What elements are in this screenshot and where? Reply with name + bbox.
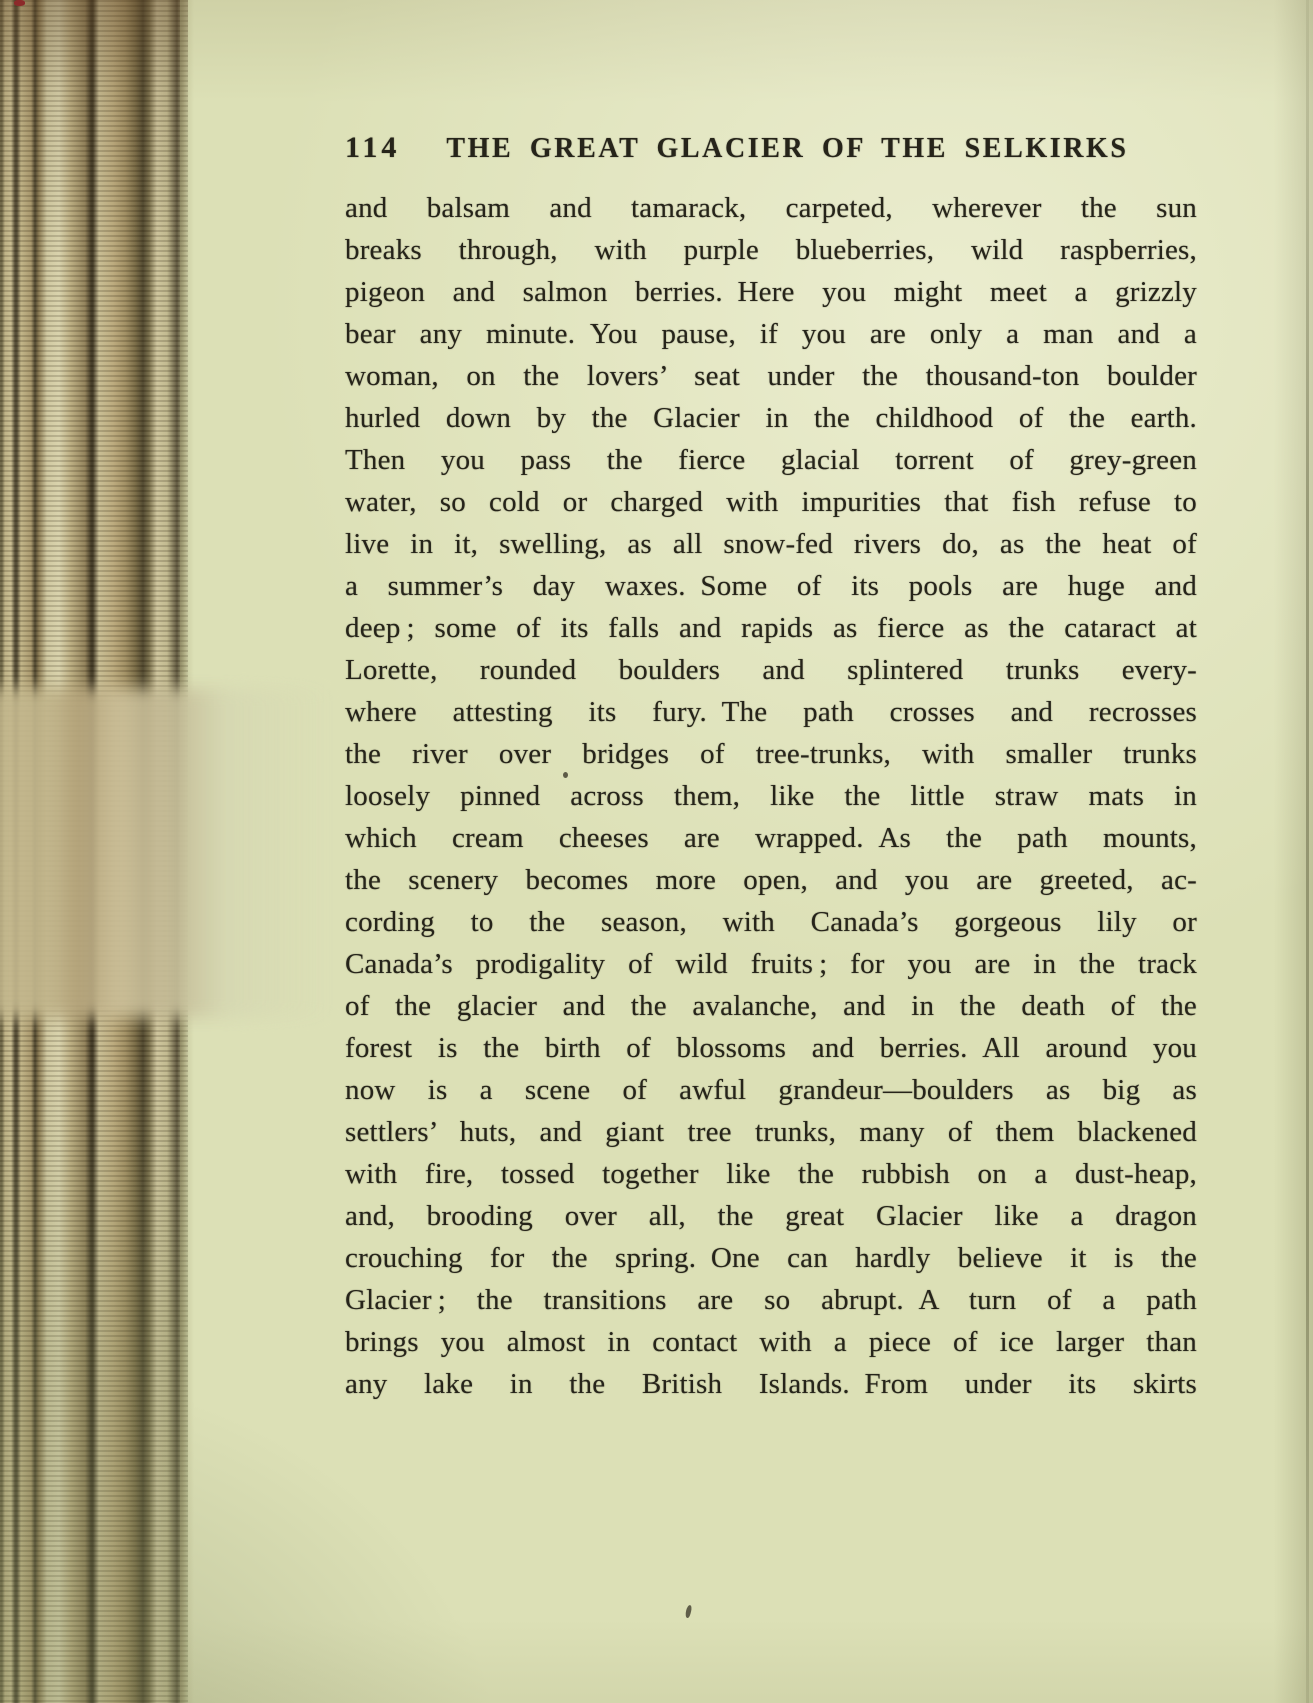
text-line: where attesting its fury. The path crosses and recrosses <box>345 696 1197 728</box>
text-line: hurled down by the Glacier in the childhood of the earth. <box>345 402 1197 434</box>
ink-speck-mark <box>685 1605 693 1619</box>
text-line: and, brooding over all, the great Glacier like a dragon <box>345 1200 1197 1232</box>
text-line: loosely pinned across them, like the little straw mats in <box>345 780 1197 812</box>
red-speck <box>14 0 25 6</box>
text-line: any lake in the British Islands. From under its skirts <box>345 1368 1197 1400</box>
text-line: the river over bridges of tree-trunks, with smaller trunks <box>345 738 1197 770</box>
text-line: cording to the season, with Canada’s gorgeous lily or <box>345 906 1197 938</box>
stray-ink-dot <box>563 772 568 778</box>
text-line: water, so cold or charged with impurities that fish refuse to <box>345 486 1197 518</box>
text-line: Lorette, rounded boulders and splintered trunks every- <box>345 654 1197 686</box>
text-line: the scenery becomes more open, and you are greeted, ac- <box>345 864 1197 896</box>
text-line: Canada’s prodigality of wild fruits ; for you are in the track <box>345 948 1197 980</box>
text-line: and balsam and tamarack, carpeted, wherever the sun <box>345 192 1197 224</box>
text-line: which cream cheeses are wrapped. As the path mounts, <box>345 822 1197 854</box>
text-line: a summer’s day waxes. Some of its pools are huge and <box>345 570 1197 602</box>
text-line: woman, on the lovers’ seat under the thousand-ton boulder <box>345 360 1197 392</box>
right-page-edge <box>1306 0 1309 1703</box>
text-line: live in it, swelling, as all snow-fed rivers do, as the heat of <box>345 528 1197 560</box>
chapter-title: THE GREAT GLACIER OF THE SELKIRKS <box>446 133 1129 164</box>
text-line: Glacier ; the transitions are so abrupt. A turn of a path <box>345 1284 1197 1316</box>
motion-blur-smear <box>0 688 345 1018</box>
text-line: with fire, tossed together like the rubbish on a dust-heap, <box>345 1158 1197 1190</box>
text-line: deep ; some of its falls and rapids as fierce as the cataract at <box>345 612 1197 644</box>
text-line: bear any minute. You pause, if you are only a man and a <box>345 318 1197 350</box>
text-line: breaks through, with purple blueberries, wild raspberries, <box>345 234 1197 266</box>
text-line: crouching for the spring. One can hardly believe it is the <box>345 1242 1197 1274</box>
text-line: now is a scene of awful grandeur—boulders as big as <box>345 1074 1197 1106</box>
text-line: forest is the birth of blossoms and berries. All around you <box>345 1032 1197 1064</box>
running-header <box>345 131 1197 165</box>
text-line: pigeon and salmon berries. Here you might meet a grizzly <box>345 276 1197 308</box>
text-line: of the glacier and the avalanche, and in the death of the <box>345 990 1197 1022</box>
text-line: settlers’ huts, and giant tree trunks, many of them blackened <box>345 1116 1197 1148</box>
body-text <box>345 187 1197 1405</box>
page-number: 114 <box>345 131 401 164</box>
text-line: Then you pass the fierce glacial torrent of grey-green <box>345 444 1197 476</box>
text-line: brings you almost in contact with a piece of ice larger than <box>345 1326 1197 1358</box>
